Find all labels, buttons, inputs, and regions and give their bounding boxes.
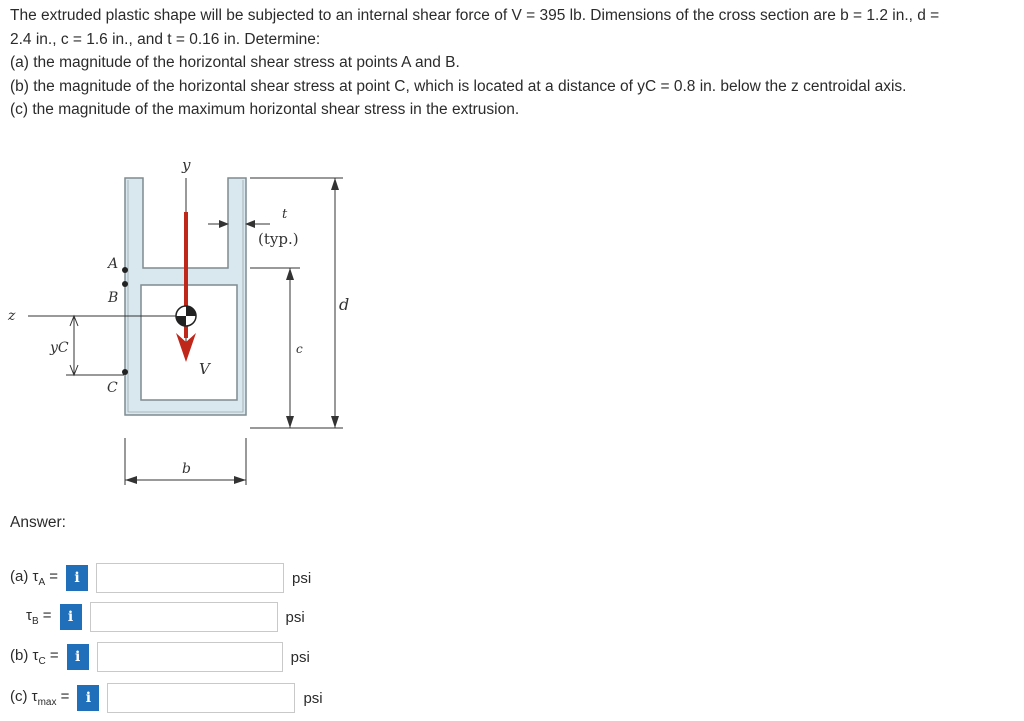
- cross-section-figure: [0, 150, 400, 495]
- answer-row-tau-c: [10, 639, 310, 675]
- label-c: C: [107, 380, 118, 396]
- answer-heading: Answer:: [10, 514, 66, 531]
- point-c-marker: [122, 369, 128, 375]
- label-typ: (typ.): [258, 230, 299, 248]
- info-icon[interactable]: i: [60, 604, 82, 630]
- problem-line-2: 2.4 in., c = 1.6 in., and t = 0.16 in. Determine:: [10, 30, 321, 48]
- unit-label: psi: [285, 608, 305, 626]
- answer-row-tau-max: [10, 680, 323, 716]
- label-c-dim: c: [296, 342, 303, 356]
- unit-label: psi: [290, 648, 310, 666]
- z-axis-label: z: [8, 308, 16, 324]
- unit-label: psi: [292, 569, 312, 587]
- problem-line-5: (c) the magnitude of the maximum horizontal shear stress in the extrusion.: [10, 101, 520, 118]
- answer-row-tau-a: [10, 560, 311, 596]
- label-b-dim: b: [182, 461, 191, 477]
- problem-line-3: (a) the magnitude of the horizontal shear stress at points A and B.: [10, 54, 460, 71]
- tau-c-input[interactable]: [97, 642, 283, 672]
- tau-max-input[interactable]: [107, 683, 295, 713]
- tau-a-input[interactable]: [96, 563, 284, 593]
- unit-label: psi: [303, 689, 323, 707]
- label-t: t: [282, 207, 288, 222]
- info-icon[interactable]: i: [77, 685, 99, 711]
- label-yc: yC: [50, 340, 69, 356]
- label-a: A: [108, 256, 119, 272]
- label-b: B: [108, 290, 119, 306]
- y-axis-label: y: [182, 156, 191, 174]
- centroid-icon: [176, 306, 196, 326]
- answer-row-tau-b: [26, 599, 305, 635]
- problem-line-1: The extruded plastic shape will be subjected to an internal shear force of V = 395 lb. Dimensions of the cross section are b = 1.2 in., d =: [10, 7, 940, 24]
- info-icon[interactable]: i: [67, 644, 89, 670]
- problem-line-4: (b) the magnitude of the horizontal shear stress at point C, which is located at a distance of yC = 0.8 in. below the z centroidal axis.: [10, 77, 907, 95]
- answer-label-tau-max: (c) $\tau_{max}$ =: [10, 688, 70, 708]
- point-a-marker: [122, 267, 128, 273]
- answer-label-tau-c: (b) $\tau_C$ =: [10, 647, 59, 667]
- problem-statement: [10, 4, 1018, 122]
- info-icon[interactable]: i: [66, 565, 88, 591]
- shear-label: V: [199, 360, 210, 378]
- answer-label-tau-a: (a) $\tau_A$ =: [10, 568, 59, 588]
- point-b-marker: [122, 281, 128, 287]
- label-d: d: [339, 295, 350, 314]
- tau-b-input[interactable]: [90, 602, 278, 632]
- answer-label-tau-b: $\tau_B$ =: [26, 607, 52, 627]
